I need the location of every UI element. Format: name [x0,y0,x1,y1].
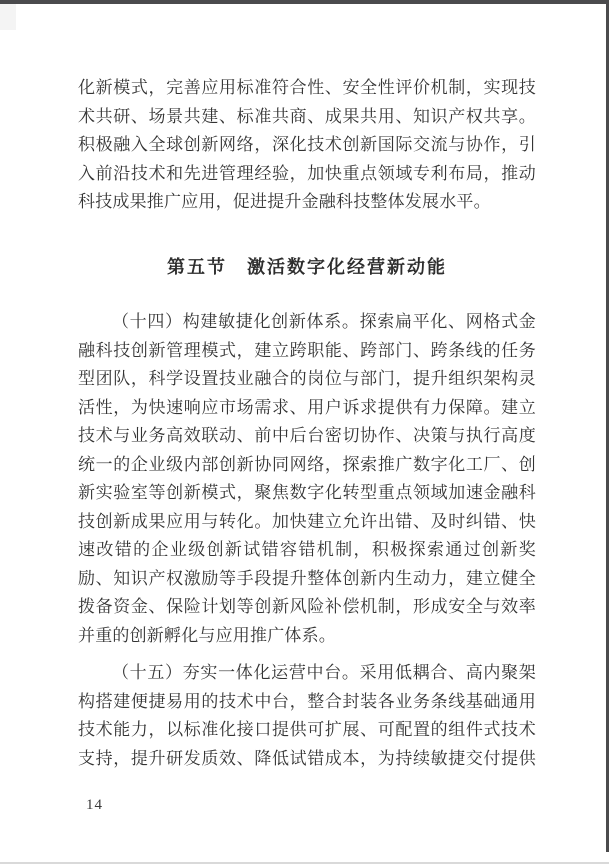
text-line: 励、知识产权激励等手段提升整体创新内生动力，建立健全 [78,568,536,588]
text-line: 融科技创新管理模式，建立跨职能、跨部门、跨条线的任务 [78,340,536,360]
text-line: 构搭建便捷易用的技术中台，整合封装各业务条线基础通用 [78,691,536,711]
text-line: 技创新成果应用与转化。加快建立允许出错、及时纠错、快 [78,511,536,531]
text-line: 拨备资金、保险计划等创新风险补偿机制，形成安全与效率 [78,597,536,616]
page-content [78,74,536,773]
scan-corner-notch [0,4,16,30]
text-line: 积极融入全球创新网络，深化技术创新国际交流与协作，引 [78,135,536,154]
text-line: （十四）构建敏捷化创新体系。探索扁平化、网格式金 [112,312,536,331]
text-line: 速改错的企业级创新试错容错机制，积极探索通过创新奖 [78,540,536,559]
text-line: （十五）夯实一体化运营中台。采用低耦合、高内聚架 [112,663,536,682]
text-line: 科技成果推广应用，促进提升金融科技整体发展水平。 [78,192,491,211]
page-number: 14 [86,797,103,813]
text-line: 技术与业务高效联动、前中后台密切协作、决策与执行高度 [78,426,536,445]
text-line: 统一的企业级内部创新协同网络，探索推广数字化工厂、创 [78,454,536,474]
text-line: 术共研、场景共建、标准共商、成果共用、知识产权共享。 [78,106,536,126]
text-line: 活性，为快速响应市场需求、用户诉求提供有力保障。建立 [78,397,536,417]
section-heading: 第五节 激活数字化经营新动能 [167,256,447,277]
text-line: 化新模式，完善应用标准符合性、安全性评价机制，实现技 [78,78,536,97]
paragraph-item14 [78,308,536,650]
scan-edge-top [0,0,609,4]
paragraph-continuation [78,74,536,217]
text-line: 技术能力，以标准化接口提供可扩展、可配置的组件式技术 [78,720,536,739]
paragraph-item15 [78,659,536,773]
text-line: 并重的创新孵化与应用推广体系。 [78,625,336,645]
text-line: 入前沿技术和先进管理经验，加快重点领域专利布局，推动 [78,163,536,183]
text-line: 支持，提升研发质效、降低试错成本，为持续敏捷交付提供 [78,748,536,768]
text-line: 型团队，科学设置技业融合的岗位与部门，提升组织架构灵 [78,369,536,388]
text-line: 新实验室等创新模式，聚焦数字化转型重点领域加速金融科 [78,483,536,502]
